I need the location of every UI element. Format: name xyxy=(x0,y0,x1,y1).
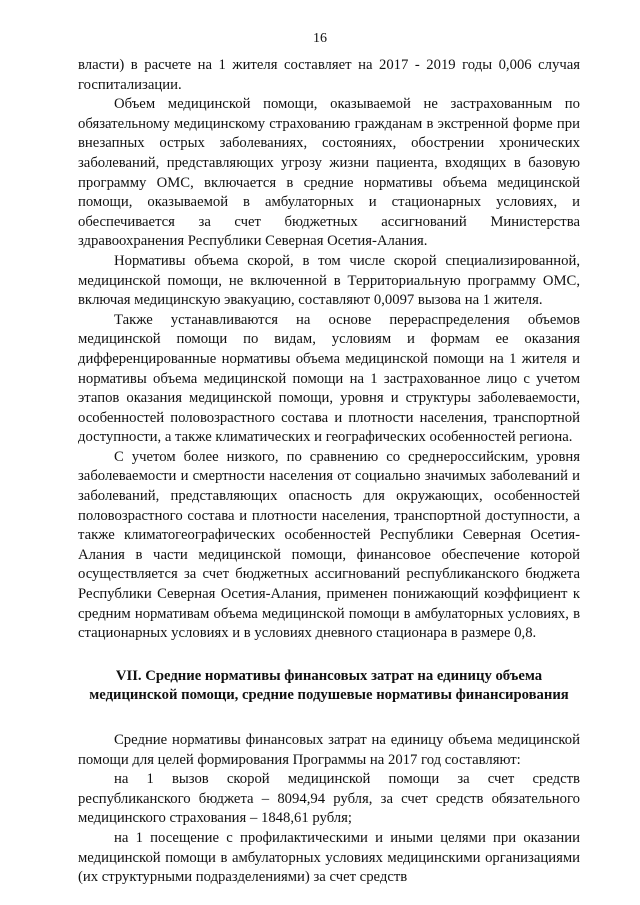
section-heading: VII. Средние нормативы финансовых затрат на единицу объема медицинской помощи, средние подушевые нормативы финансирования xyxy=(89,667,569,704)
document-body xyxy=(78,56,580,888)
paragraph-reduction-coefficient: С учетом более низкого, по сравнению со среднероссийским, уровня заболеваемости и смертности населения от социально значимых заболеваний и заболеваний, представляющих опасность для окружающих, особенностей половозрастного состава и плотности населения, транспортной доступности, а также климатогеографических особенностей Республики Северная Осетия-Алания в части медицинской помощи, финансовое обеспечение которой осуществляется за счет бюджетных ассигнований республиканского бюджета Республики Северная Осетия-Алания, применен понижающий коэффициент к средним нормативам объема медицинской помощи в амбулаторных условиях, в стационарных условиях и в условиях дневного стационара в размере 0,8. xyxy=(78,448,580,642)
paragraph-ambulance-cost: на 1 вызов скорой медицинской помощи за счет средств республиканского бюджета – 8094,94 рубля, за счет средств обязательного медицинского страхования – 1848,61 рубля; xyxy=(78,771,580,827)
page-number: 16 xyxy=(313,31,327,46)
paragraph-uninsured-care: Объем медицинской помощи, оказываемой не застрахованным по обязательному медицинскому страхованию гражданам в экстренной форме при внезапных острых заболеваниях, состояниях, обострении хронических заболеваний, представляющих угрозу жизни пациента, входящих в базовую программу ОМС, включается в средние нормативы объема медицинской помощи, оказываемой в амбулаторных и стационарных условиях, и обеспечивается за счет бюджетных ассигнований Министерства здравоохранения Республики Северная Осетия-Алания. xyxy=(78,96,580,250)
paragraph-cost-norms-intro: Средние нормативы финансовых затрат на единицу объема медицинской помощи для целей формирования Программы на 2017 год составляют: xyxy=(78,732,580,768)
paragraph-hospitalization-rate: власти) в расчете на 1 жителя составляет на 2017 - 2019 годы 0,006 случая госпитализации. xyxy=(78,57,580,93)
paragraph-outpatient-visit-cost: на 1 посещение с профилактическими и иными целями при оказании медицинской помощи в амбулаторных условиях медицинскими организациями (их структурными подразделениями) за счет средств xyxy=(78,829,580,886)
paragraph-ambulance-norms: Нормативы объема скорой, в том числе скорой специализированной, медицинской помощи, не включенной в Территориальную программу ОМС, включая медицинскую эвакуацию, составляют 0,0097 вызова на 1 жителя. xyxy=(78,252,580,309)
paragraph-differentiated-norms: Также устанавливаются на основе перераспределения объемов медицинской помощи по видам, условиям и формам ее оказания дифференцированные нормативы объема медицинской помощи на 1 жителя и нормативы объема медицинской помощи на 1 застрахованное лицо с учетом этапов оказания медицинской помощи, уровня и структуры заболеваемости, особенностей половозрастного состава и плотности населения, транспортной доступности, а также климатических и географических особенностей региона. xyxy=(78,311,580,446)
